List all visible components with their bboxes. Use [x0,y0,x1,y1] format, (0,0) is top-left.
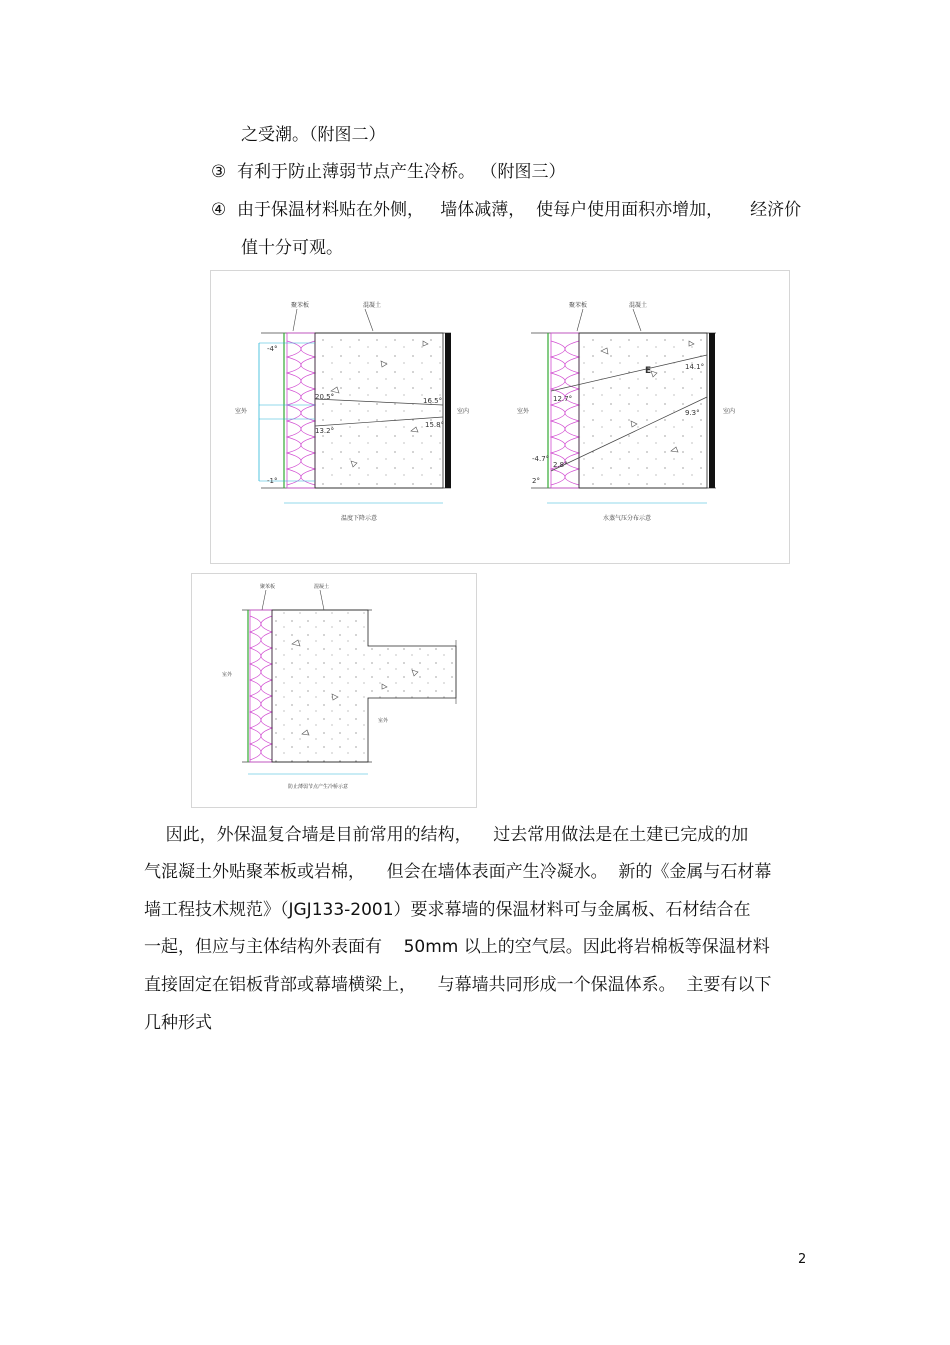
diagram-vapor-pressure [517,301,735,522]
temp-label: 20.5° [315,393,335,401]
temp-label: -4.7° [532,455,550,463]
label-insulation: 聚苯板 [260,584,276,590]
label-indoor: 室外 [378,718,389,724]
interior-finish [445,333,451,488]
label-concrete: 混凝土 [314,584,330,590]
temp-label: 15.8° [425,421,445,429]
figure-panel-3 [191,573,477,808]
temp-label: 12.7° [553,395,573,403]
label-insulation: 聚苯板 [291,302,310,309]
temp-label: 2.8° [553,461,568,469]
temp-label: 2° [532,477,540,485]
temp-label: 13.2° [315,427,335,435]
list-item-4-line-1: ④ 由于保温材料贴在外侧， 墙体减薄， 使每户使用面积亦增加， 经济价 [211,200,802,220]
paragraph-line: 因此，外保温复合墙是目前常用的结构， 过去常用做法是在土建已完成的加 [144,825,749,845]
concrete-wall [315,333,443,488]
paragraph-line: 墙工程技术规范》（JGJ133-2001）要求幕墙的保温材料可与金属板、石材结合在 [144,900,751,920]
paragraph-line: 气混凝土外贴聚苯板或岩棉， 但会在墙体表面产生冷凝水。 新的《金属与石材幕 [144,862,772,882]
temp-label: -4° [267,345,278,353]
label-concrete: 混凝土 [629,302,648,309]
label-concrete: 混凝土 [363,302,382,309]
paragraph-line: 几种形式 [144,1013,212,1033]
list-item-4-line-2: 值十分可观。 [241,238,343,258]
mark-e: E [645,366,652,376]
diagram-cold-bridge [192,574,476,807]
list-item-3: ③ 有利于防止薄弱节点产生冷桥。 （附图三） [211,162,566,182]
figure-diagrams [211,271,789,563]
insulation-layer [287,333,315,488]
label-indoor: 室内 [723,408,736,415]
temp-label: 9.3° [685,409,700,417]
label-insulation: 聚苯板 [569,302,588,309]
paragraph-line: 一起，但应与主体结构外表面有 50mm 以上的空气层。因此将岩棉板等保温材料 [144,937,770,957]
concrete-wall-with-slab [272,610,456,762]
label-outdoor: 室外 [517,408,530,415]
label-outdoor: 室外 [235,408,248,415]
temp-label: 14.1° [685,363,705,371]
temp-label: 16.5° [423,397,443,405]
paragraph-line: 直接固定在铝板背部或幕墙横梁上， 与幕墙共同形成一个保温体系。 主要有以下 [144,975,772,995]
label-indoor: 室内 [457,408,470,415]
caption-figure-1: 温度下降示意 [341,515,378,522]
diagram-temperature [235,301,469,522]
caption-figure-2: 水蒸气压分布示意 [603,515,652,522]
page-number: 2 [798,1252,807,1267]
figure-panel-1-2 [210,270,790,564]
label-outdoor: 室外 [222,672,233,678]
temp-label: -1° [267,477,278,485]
list-continuation: 之受潮。（附图二） [241,125,386,145]
caption-figure-3: 防止薄弱节点产生冷桥示意 [288,784,349,790]
